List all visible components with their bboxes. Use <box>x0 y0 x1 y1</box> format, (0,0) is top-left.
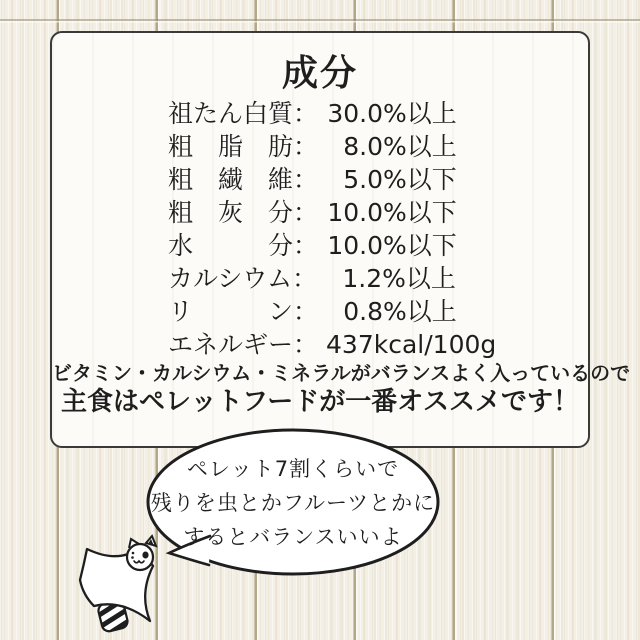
nutrient-label: 粗 灰 分 <box>168 198 294 227</box>
nutrient-value: 10.0 <box>327 231 384 260</box>
note-line-1: ビタミン・カルシウム・ミネラルがバランスよく入っているので <box>52 361 631 385</box>
nutrient-unit: %以上 <box>383 99 457 128</box>
nutrient-value: 0.8 <box>343 297 384 326</box>
nutrient-value: 5.0 <box>343 165 384 194</box>
nutrient-value: 437 <box>326 330 374 359</box>
colon: ： <box>293 132 319 161</box>
colon: ： <box>293 198 319 227</box>
nutrient-unit: %以上 <box>382 264 456 293</box>
speech-bubble-text <box>148 452 438 554</box>
card-title: 成分 <box>281 53 358 94</box>
nutrient-unit: %以下 <box>383 165 457 194</box>
nutrient-label: エネルギー <box>168 330 294 359</box>
nutrient-label: リ ン <box>168 297 294 326</box>
colon: ： <box>293 330 319 359</box>
nutrient-unit: %以下 <box>383 231 457 260</box>
nutrient-label: 粗 脂 肪 <box>168 132 294 161</box>
nutrient-label: 水 分 <box>168 231 294 260</box>
nutrient-unit: %以上 <box>383 132 457 161</box>
bubble-line-1: ペレット7割くらいで <box>186 457 400 481</box>
nutrient-value: 30.0 <box>327 99 384 128</box>
colon: ： <box>293 165 319 194</box>
nutrient-unit: %以上 <box>383 297 457 326</box>
nutrient-unit: %以下 <box>383 198 457 227</box>
nutrient-label: 祖たん白質 <box>168 99 294 128</box>
nutrient-label: 粗 繊 維 <box>168 165 294 194</box>
nutrient-unit: kcal/100g <box>373 330 497 359</box>
nutrient-label: カルシウム <box>168 264 293 293</box>
colon: ： <box>293 99 319 128</box>
colon: ： <box>293 297 319 326</box>
colon: ： <box>293 231 319 260</box>
bubble-line-2: 残りを虫とかフルーツとかに <box>150 491 436 515</box>
nutrient-value: 10.0 <box>327 198 384 227</box>
nutrient-value: 8.0 <box>343 132 384 161</box>
note-line-2: 主食はペレットフードが一番オススメです！ <box>61 387 579 417</box>
bubble-line-3: するとバランスいいよ <box>183 525 403 549</box>
colon: ： <box>292 264 318 293</box>
nutrient-value: 1.2 <box>342 264 383 293</box>
